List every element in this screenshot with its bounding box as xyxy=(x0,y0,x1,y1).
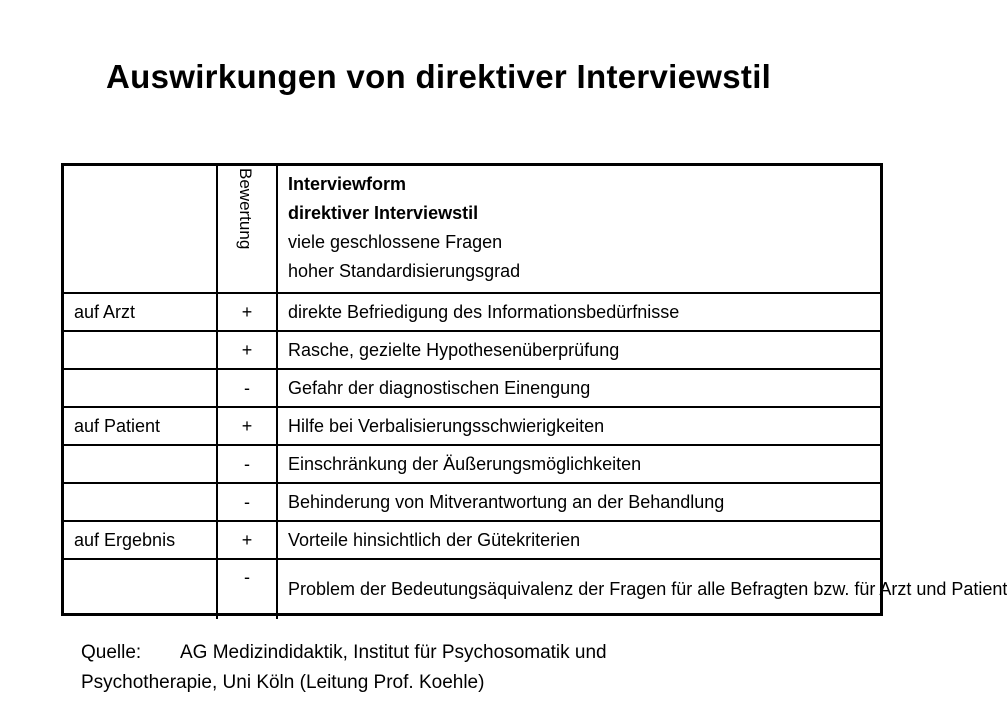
category-cell xyxy=(64,483,217,521)
category-cell: auf Arzt xyxy=(64,293,217,331)
table-row xyxy=(64,521,880,559)
rating-mark: + xyxy=(217,521,277,559)
table-row xyxy=(64,293,880,331)
rating-mark: + xyxy=(217,293,277,331)
category-cell: auf Patient xyxy=(64,407,217,445)
effect-text: Problem der Bedeutungsäquivalenz der Fragen für alle Befragten bzw. für Arzt und Patient xyxy=(277,559,880,619)
rating-mark: + xyxy=(217,331,277,369)
header-line-interviewform: Interviewform xyxy=(288,174,407,194)
effect-text: Behinderung von Mitverantwortung an der Behandlung xyxy=(277,483,880,521)
header-description-cell xyxy=(277,166,880,293)
table-row xyxy=(64,445,880,483)
source-text-2: Psychotherapie, Uni Köln (Leitung Prof. Koehle) xyxy=(81,672,485,693)
header-category-cell xyxy=(64,166,217,293)
header-line-standardization: hoher Standardisierungsgrad xyxy=(288,261,521,281)
source-citation xyxy=(81,638,607,698)
effect-text: Einschränkung der Äußerungsmöglichkeiten xyxy=(277,445,880,483)
source-text-1: AG Medizindidaktik, Institut für Psychosomatik und xyxy=(180,642,607,663)
table-row xyxy=(64,559,880,619)
rating-mark: - xyxy=(217,483,277,521)
header-line-questions: viele geschlossene Fragen xyxy=(288,232,503,252)
header-rating-cell xyxy=(217,166,277,293)
table-row xyxy=(64,483,880,521)
effect-text: Rasche, gezielte Hypothesenüberprüfung xyxy=(277,331,880,369)
category-cell xyxy=(64,559,217,619)
interview-style-table xyxy=(61,163,1007,616)
rating-mark: - xyxy=(217,369,277,407)
effect-text: Hilfe bei Verbalisierungsschwierigkeiten xyxy=(277,407,880,445)
rating-column-label: Bewertung xyxy=(236,168,255,250)
category-cell xyxy=(64,331,217,369)
effect-text: direkte Befriedigung des Informationsbedürfnisse xyxy=(277,293,880,331)
table-row xyxy=(64,407,880,445)
rating-mark: - xyxy=(217,559,277,619)
category-cell xyxy=(64,369,217,407)
effect-text: Gefahr der diagnostischen Einengung xyxy=(277,369,880,407)
rating-mark: + xyxy=(217,407,277,445)
source-line-1 xyxy=(81,638,607,668)
page-title: Auswirkungen von direktiver Interviewstil xyxy=(106,58,772,95)
effect-text: Vorteile hinsichtlich der Gütekriterien xyxy=(277,521,880,559)
category-cell: auf Ergebnis xyxy=(64,521,217,559)
table-header-row xyxy=(64,166,880,293)
effects-table xyxy=(64,166,1007,619)
table-row xyxy=(64,369,880,407)
source-label: Quelle: xyxy=(81,642,142,663)
table-row xyxy=(64,331,880,369)
rating-mark: - xyxy=(217,445,277,483)
header-line-style: direktiver Interviewstil xyxy=(288,203,479,223)
category-cell xyxy=(64,445,217,483)
